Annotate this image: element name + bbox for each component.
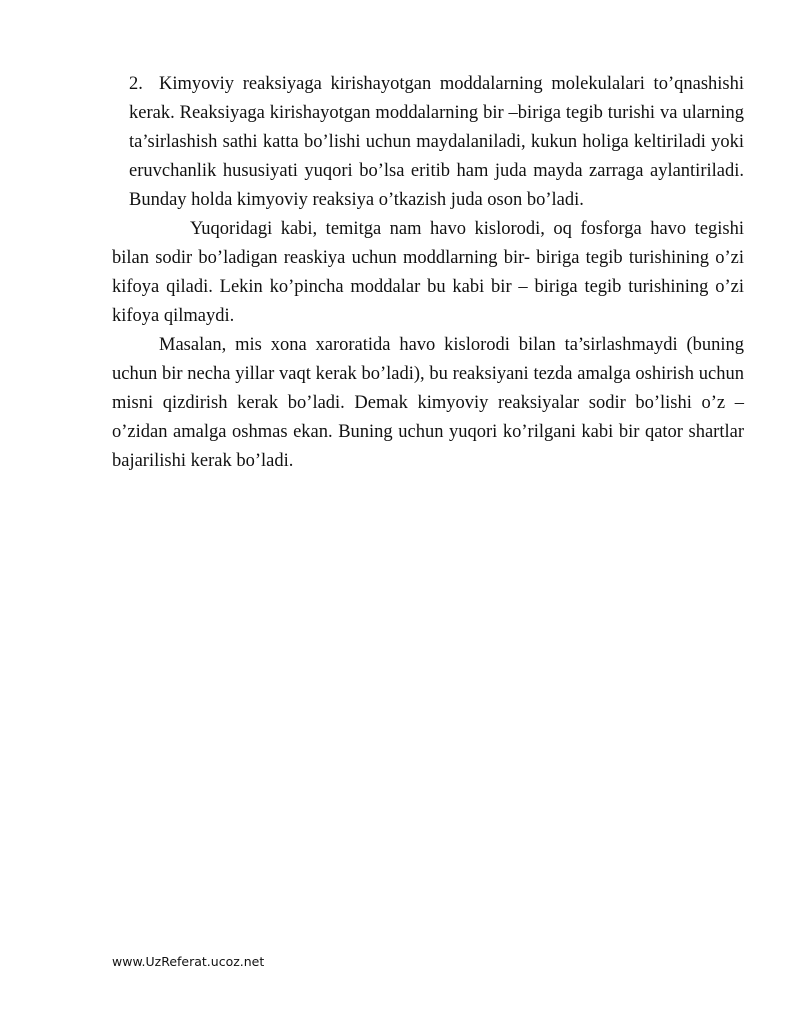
paragraph-1: Yuqoridagi kabi, temitga nam havo kislorodi, oq fosforga havo tegishi bilan sodir bo’ladigan reaskiya uchun moddlarning bir- biriga tegib turishining o’zi kifoya qiladi. Lekin ko’pincha moddalar bu kabi bir – biriga tegib turishining o’zi kifoya qilmaydi. <box>112 219 744 326</box>
list-item: 2. Kimyoviy reaksiyaga kirishayotgan moddalarning molekulalari to’qnashishi kerak. Reaksiyaga kirishayotgan moddalarning bir –biriga tegib turishi va ularning ta’sirlashish sathi katta bo’lishi uchun maydalaniladi, kukun holiga keltiriladi yoki eruvchanlik hususiyati yuqori bo’lsa eritib ham juda mayda zarraga aylantiriladi. Bunday holda kimyoviy reaksiya o’tkazish juda oson bo’ladi. <box>129 70 744 215</box>
list-item-text: Kimyoviy reaksiyaga kirishayotgan moddalarning molekulalari to’qnashishi kerak. Reaksiyaga kirishayotgan moddalarning bir –biriga tegib turishi va ularning ta’sirlashish sathi katta bo’lishi uchun maydalaniladi, kukun holiga keltiriladi yoki eruvchanlik hususiyati yuqori bo’lsa eritib ham juda mayda zarraga aylantiriladi. Bunday holda kimyoviy reaksiya o’tkazish juda oson bo’ladi. <box>129 74 744 210</box>
footer-website: www.UzReferat.ucoz.net <box>112 954 265 969</box>
paragraph-2: Masalan, mis xona xaroratida havo kislorodi bilan ta’sirlashmaydi (buning uchun bir necha yillar vaqt kerak bo’ladi), bu reaksiyani tezda amalga oshirish uchun misni qizdirish kerak bo’ladi. Demak kimyoviy reaksiyalar sodir bo’lishi o’z – o’zidan amalga oshmas ekan. Buning uchun yuqori ko’rilgani kabi bir qator shartlar bajarilishi kerak bo’ladi. <box>112 335 744 471</box>
document-body <box>112 70 744 476</box>
